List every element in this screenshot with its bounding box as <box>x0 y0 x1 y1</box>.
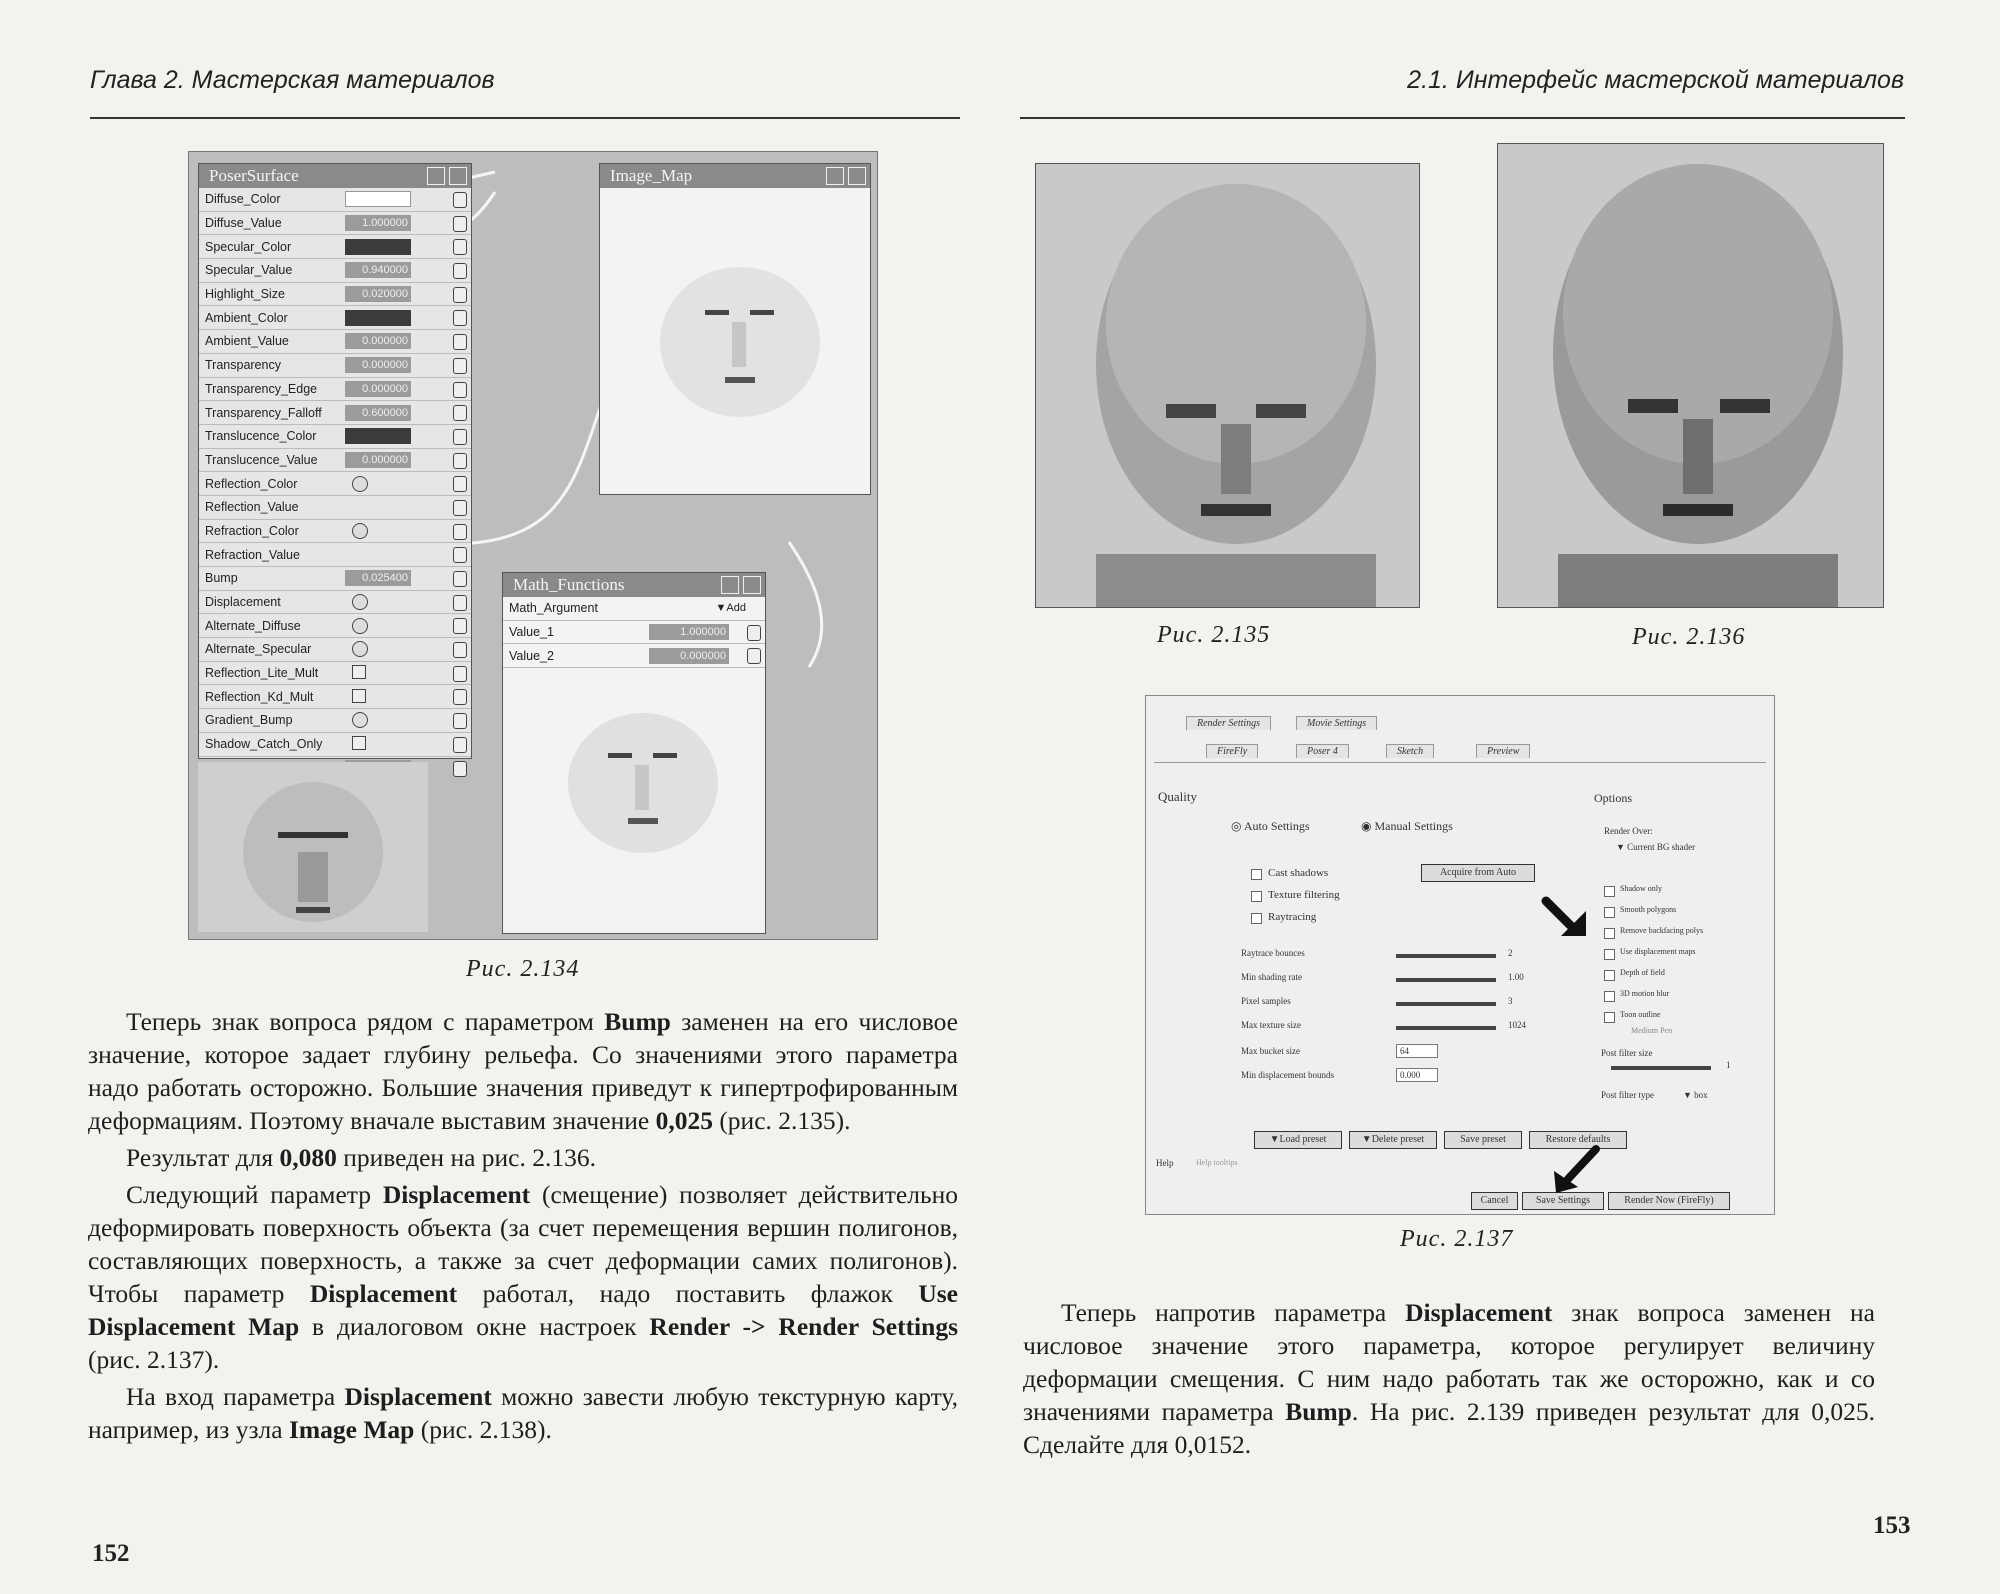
input-plug-icon[interactable] <box>453 713 467 729</box>
param-row[interactable] <box>199 709 471 733</box>
tab-render-settings[interactable]: Render Settings <box>1186 716 1271 730</box>
param-value[interactable] <box>345 547 411 563</box>
param-row[interactable] <box>199 496 471 520</box>
paragraph: Теперь знак вопроса рядом с параметром Bump заменен на его числовое значение, которое задает глубину рельефа. Со значениями этого параметра надо работать осторожно. Большие значения приведут к гипертрофированным деформациям. Поэтому вначале выставим значение 0,025 (рис. 2.135). <box>88 1007 958 1135</box>
unconnected-input-icon <box>352 523 368 539</box>
unconnected-input-icon <box>352 712 368 728</box>
options-label: Options <box>1594 791 1633 805</box>
param-row[interactable] <box>199 354 471 378</box>
post-filter-type-dropdown[interactable]: ▼ box <box>1683 1090 1708 1100</box>
param-value[interactable]: 0.000000 <box>345 333 411 349</box>
render-option-label: Remove backfacing polys <box>1620 926 1704 935</box>
input-plug-icon[interactable] <box>453 618 467 634</box>
save-preset-button[interactable]: Save preset <box>1444 1131 1522 1149</box>
param-row[interactable] <box>199 520 471 544</box>
restore-defaults-button[interactable]: Restore defaults <box>1529 1131 1627 1149</box>
param-row[interactable] <box>199 614 471 638</box>
param-row[interactable] <box>199 449 471 473</box>
param-row[interactable] <box>199 306 471 330</box>
param-label: Reflection_Lite_Mult <box>205 666 319 681</box>
math-functions-params <box>503 621 765 668</box>
input-plug-icon[interactable] <box>453 287 467 303</box>
auto-settings-radio[interactable]: ◎ Auto Settings <box>1231 819 1310 833</box>
math-preview-icon <box>503 673 765 933</box>
post-filter-type-label: Post filter type <box>1601 1090 1654 1100</box>
render-param-slider[interactable] <box>1396 978 1496 982</box>
texture-preview-icon <box>600 192 870 492</box>
caption-fig-2-136: Рис. 2.136 <box>1632 624 1746 650</box>
render-option-label: Shadow only <box>1620 884 1662 893</box>
render-param-value: 2 <box>1508 948 1513 958</box>
param-label: Reflection_Kd_Mult <box>205 689 314 704</box>
input-plug-icon[interactable] <box>453 429 467 445</box>
render-param-value: 1024 <box>1508 1020 1526 1030</box>
right-running-header: 2.1. Интерфейс мастерской материалов <box>1407 66 1904 94</box>
param-value[interactable]: 1.000000 <box>345 215 411 231</box>
options-icon[interactable] <box>449 167 467 185</box>
texture-filtering-checkbox[interactable] <box>1251 891 1262 902</box>
paragraph: На вход параметра Displacement можно завести любую текстурную карту, например, из узла Image Map (рис. 2.138). <box>88 1382 959 1444</box>
param-value[interactable] <box>345 594 411 610</box>
checkbox-icon <box>352 736 366 750</box>
input-plug-icon[interactable] <box>453 476 467 492</box>
left-header-rule <box>90 117 960 119</box>
input-plug-icon[interactable] <box>453 192 467 208</box>
param-label: Refraction_Color <box>205 523 299 538</box>
param-value[interactable] <box>345 239 411 255</box>
param-row[interactable] <box>199 472 471 496</box>
render-param-label: Max bucket size <box>1241 1046 1300 1056</box>
input-plug-icon[interactable] <box>453 263 467 279</box>
render-photo-2-135 <box>1035 163 1420 608</box>
render-option-label: Use displacement maps <box>1620 947 1696 956</box>
input-plug-icon[interactable] <box>453 571 467 587</box>
render-over-dropdown[interactable]: ▼ Current BG shader <box>1616 842 1696 852</box>
render-param-value: 3 <box>1508 996 1513 1006</box>
param-value[interactable] <box>345 736 411 752</box>
checkbox-icon <box>352 665 366 679</box>
arrow-to-displacement-icon <box>1541 891 1601 951</box>
collapse-icon[interactable] <box>427 167 445 185</box>
render-param-slider[interactable] <box>1396 1026 1496 1030</box>
render-option-label: Toon outline <box>1620 1010 1661 1019</box>
math-argument-dropdown[interactable]: ▼Add <box>715 602 746 615</box>
left-running-header: Глава 2. Мастерская материалов <box>90 66 495 94</box>
checkbox-icon <box>352 689 366 703</box>
image-map-title: Image_Map <box>610 166 693 185</box>
bald-head-render <box>1498 144 1883 607</box>
input-plug-icon[interactable] <box>453 382 467 398</box>
raytracing-checkbox[interactable] <box>1251 913 1262 924</box>
render-param-label: Min displacement bounds <box>1241 1070 1334 1080</box>
render-option-checkbox[interactable] <box>1604 886 1615 897</box>
input-plug-icon[interactable] <box>453 524 467 540</box>
param-label: Reflection_Value <box>205 500 299 515</box>
normal-map-preview <box>198 762 428 932</box>
input-plug-icon[interactable] <box>453 666 467 682</box>
param-label: Transparency <box>205 358 281 373</box>
render-now-button[interactable]: Render Now (FireFly) <box>1608 1192 1730 1210</box>
input-plug-icon[interactable] <box>453 689 467 705</box>
render-option-checkbox[interactable] <box>1604 991 1615 1002</box>
save-settings-button[interactable]: Save Settings <box>1522 1192 1604 1210</box>
param-label: Highlight_Size <box>205 287 285 302</box>
image-map-node[interactable] <box>599 163 871 495</box>
param-label: Refraction_Value <box>205 547 300 562</box>
input-plug-icon[interactable] <box>747 625 761 641</box>
param-value[interactable]: 0.020000 <box>345 286 411 302</box>
input-plug-icon[interactable] <box>453 547 467 563</box>
param-row[interactable] <box>199 425 471 449</box>
param-value[interactable]: 0.600000 <box>345 405 411 421</box>
input-plug-icon[interactable] <box>453 405 467 421</box>
param-row[interactable] <box>199 662 471 686</box>
unconnected-input-icon <box>352 618 368 634</box>
param-row[interactable] <box>199 733 471 757</box>
input-plug-icon[interactable] <box>453 216 467 232</box>
param-label: Reflection_Color <box>205 476 298 491</box>
param-label: Diffuse_Color <box>205 192 281 207</box>
param-value[interactable]: 0.000000 <box>345 452 411 468</box>
render-param-slider[interactable] <box>1396 954 1496 958</box>
poser-surface-params <box>199 188 471 780</box>
cast-shadows-checkbox[interactable] <box>1251 869 1262 880</box>
param-label: Transparency_Falloff <box>205 405 322 420</box>
tab-firefly[interactable]: FireFly <box>1206 744 1258 758</box>
input-plug-icon[interactable] <box>453 358 467 374</box>
param-label: Alternate_Specular <box>205 642 312 657</box>
param-value[interactable] <box>345 428 411 444</box>
right-page-number: 153 <box>1873 1512 1911 1539</box>
render-option-checkbox[interactable] <box>1604 928 1615 939</box>
param-value[interactable] <box>345 310 411 326</box>
param-value[interactable]: 0.000000 <box>649 648 729 664</box>
render-option-label: 3D motion blur <box>1620 989 1670 998</box>
param-label: Transparency_Edge <box>205 381 318 396</box>
render-param-label: Raytrace bounces <box>1241 948 1305 958</box>
param-value[interactable] <box>345 476 411 492</box>
render-param-slider[interactable] <box>1396 1002 1496 1006</box>
param-row[interactable] <box>199 212 471 236</box>
param-label: Specular_Color <box>205 239 292 254</box>
input-plug-icon[interactable] <box>453 761 467 777</box>
help-tooltips-text: Help tooltips <box>1196 1158 1238 1167</box>
left-page-text <box>88 1005 958 1446</box>
param-label: Ambient_Value <box>205 334 289 349</box>
render-option-checkbox[interactable] <box>1604 1012 1615 1023</box>
input-plug-icon[interactable] <box>453 737 467 753</box>
param-value[interactable] <box>345 712 411 728</box>
input-plug-icon[interactable] <box>453 239 467 255</box>
paragraph: Теперь напротив параметра Displacement знак вопроса заменен на числовое значение этого параметра, которое регулирует величину деформации смещения. С ним надо работать так же осторожно, как и со значениями параметра Bump. На рис. 2.139 приведен результат для 0,025. Сделайте для 0,0152. <box>1023 1298 1875 1459</box>
param-value[interactable] <box>345 191 411 207</box>
math-param-row[interactable] <box>503 644 765 668</box>
param-value[interactable] <box>345 641 411 657</box>
input-plug-icon[interactable] <box>453 334 467 350</box>
render-param-input[interactable]: 0.000 <box>1396 1068 1438 1082</box>
param-label: Value_1 <box>509 625 554 640</box>
render-param-label: Pixel samples <box>1241 996 1291 1006</box>
param-value[interactable]: 0.940000 <box>345 262 411 278</box>
param-label: Bump <box>205 571 238 586</box>
render-photo-2-136 <box>1497 143 1884 608</box>
face-map-icon <box>198 762 428 932</box>
delete-preset-button[interactable]: ▼Delete preset <box>1349 1131 1437 1149</box>
cancel-button[interactable]: Cancel <box>1471 1192 1518 1210</box>
render-param-label: Max texture size <box>1241 1020 1301 1030</box>
param-row[interactable] <box>199 235 471 259</box>
param-value[interactable] <box>345 665 411 681</box>
param-value[interactable]: 0.025400 <box>345 570 411 586</box>
tab-poser4[interactable]: Poser 4 <box>1296 744 1349 758</box>
manual-settings-radio[interactable]: ◉ Manual Settings <box>1361 819 1453 833</box>
param-row[interactable] <box>199 543 471 567</box>
math-functions-node[interactable] <box>502 572 766 934</box>
unconnected-input-icon <box>352 594 368 610</box>
caption-fig-2-134: Рис. 2.134 <box>466 956 580 982</box>
param-value[interactable]: 1.000000 <box>649 624 729 640</box>
param-label: Alternate_Diffuse <box>205 618 301 633</box>
render-over-label: Render Over: <box>1604 826 1653 836</box>
render-option-checkbox[interactable] <box>1604 949 1615 960</box>
tab-sketch[interactable]: Sketch <box>1386 744 1434 758</box>
math-functions-title-bar[interactable] <box>503 573 765 597</box>
outline-pen-dropdown[interactable]: Medium Pen <box>1631 1026 1673 1035</box>
param-value[interactable] <box>345 499 411 515</box>
help-label: Help <box>1156 1158 1174 1168</box>
param-label: Ambient_Color <box>205 310 288 325</box>
param-row[interactable] <box>199 567 471 591</box>
texture-filtering-label: Texture filtering <box>1268 889 1340 901</box>
param-label: Translucence_Value <box>205 452 318 467</box>
post-filter-size-label: Post filter size <box>1601 1048 1653 1058</box>
raytracing-label: Raytracing <box>1268 911 1317 923</box>
right-page-text <box>1023 1296 1875 1461</box>
tab-preview[interactable]: Preview <box>1476 744 1530 758</box>
param-row[interactable] <box>199 401 471 425</box>
material-room-screenshot <box>188 151 878 940</box>
poser-surface-title-bar[interactable] <box>199 164 471 188</box>
image-map-title-bar[interactable] <box>600 164 870 188</box>
render-option-checkbox[interactable] <box>1604 907 1615 918</box>
param-label: Value_2 <box>509 648 554 663</box>
left-page-number: 152 <box>92 1540 130 1567</box>
input-plug-icon[interactable] <box>453 310 467 326</box>
poser-surface-title: PoserSurface <box>209 166 299 185</box>
input-plug-icon[interactable] <box>453 642 467 658</box>
quality-label: Quality <box>1158 789 1197 804</box>
math-param-row[interactable] <box>503 621 765 645</box>
param-row[interactable] <box>199 591 471 615</box>
param-label: Diffuse_Value <box>205 216 282 231</box>
math-argument-row[interactable] <box>503 597 765 621</box>
post-filter-size-value: 1 <box>1726 1060 1731 1070</box>
collapse-icon[interactable] <box>826 167 844 185</box>
input-plug-icon[interactable] <box>453 595 467 611</box>
bald-head-render <box>1036 164 1419 607</box>
render-option-label: Depth of field <box>1620 968 1665 977</box>
paragraph: Результат для 0,080 приведен на рис. 2.136. <box>126 1143 597 1172</box>
param-row[interactable] <box>199 283 471 307</box>
unconnected-input-icon <box>352 641 368 657</box>
render-param-label: Min shading rate <box>1241 972 1302 982</box>
math-argument-label: Math_Argument <box>509 601 598 616</box>
options-icon[interactable] <box>848 167 866 185</box>
render-settings-dialog <box>1145 695 1775 1215</box>
render-option-label: Smooth polygons <box>1620 905 1677 914</box>
param-label: Translucence_Color <box>205 429 317 444</box>
param-value[interactable] <box>345 618 411 634</box>
collapse-icon[interactable] <box>721 576 739 594</box>
param-label: Specular_Value <box>205 263 293 278</box>
unconnected-input-icon <box>352 476 368 492</box>
param-label: Shadow_Catch_Only <box>205 737 323 752</box>
param-row[interactable] <box>199 330 471 354</box>
math-functions-title: Math_Functions <box>513 575 625 594</box>
poser-surface-node[interactable] <box>198 163 472 759</box>
caption-fig-2-135: Рис. 2.135 <box>1157 622 1271 648</box>
post-filter-size-slider[interactable] <box>1611 1066 1711 1070</box>
load-preset-button[interactable]: ▼Load preset <box>1254 1131 1342 1149</box>
param-value[interactable] <box>345 689 411 705</box>
param-value[interactable]: 0.000000 <box>345 381 411 397</box>
render-option-checkbox[interactable] <box>1604 970 1615 981</box>
caption-fig-2-137: Рис. 2.137 <box>1400 1226 1514 1252</box>
tab-movie-settings[interactable]: Movie Settings <box>1296 716 1377 730</box>
param-value[interactable] <box>345 523 411 539</box>
param-value[interactable]: 0.000000 <box>345 357 411 373</box>
acquire-from-auto-button[interactable]: Acquire from Auto <box>1421 864 1535 882</box>
cast-shadows-label: Cast shadows <box>1268 867 1329 879</box>
arrow-to-save-settings-icon <box>1546 1141 1606 1196</box>
right-header-rule <box>1020 117 1905 119</box>
paragraph: Следующий параметр Displacement (смещение) позволяет действительно деформировать поверхность объекта (за счет перемещения вершин полигонов, составляющих поверхность, а также за счет деформации самих полигонов). Чтобы параметр Displacement работал, надо поставить флажок Use Displacement Map в диалоговом окне настроек Render -> Render Settings (рис. 2.137). <box>88 1180 958 1374</box>
input-plug-icon[interactable] <box>453 453 467 469</box>
input-plug-icon[interactable] <box>747 648 761 664</box>
param-row[interactable] <box>199 259 471 283</box>
render-param-value: 1.00 <box>1508 972 1524 982</box>
render-param-input[interactable]: 64 <box>1396 1044 1438 1058</box>
param-row[interactable] <box>199 188 471 212</box>
options-icon[interactable] <box>743 576 761 594</box>
input-plug-icon[interactable] <box>453 500 467 516</box>
param-row[interactable] <box>199 638 471 662</box>
param-row[interactable] <box>199 378 471 402</box>
param-row[interactable] <box>199 685 471 709</box>
param-label: Gradient_Bump <box>205 713 293 728</box>
param-label: Displacement <box>205 595 281 610</box>
